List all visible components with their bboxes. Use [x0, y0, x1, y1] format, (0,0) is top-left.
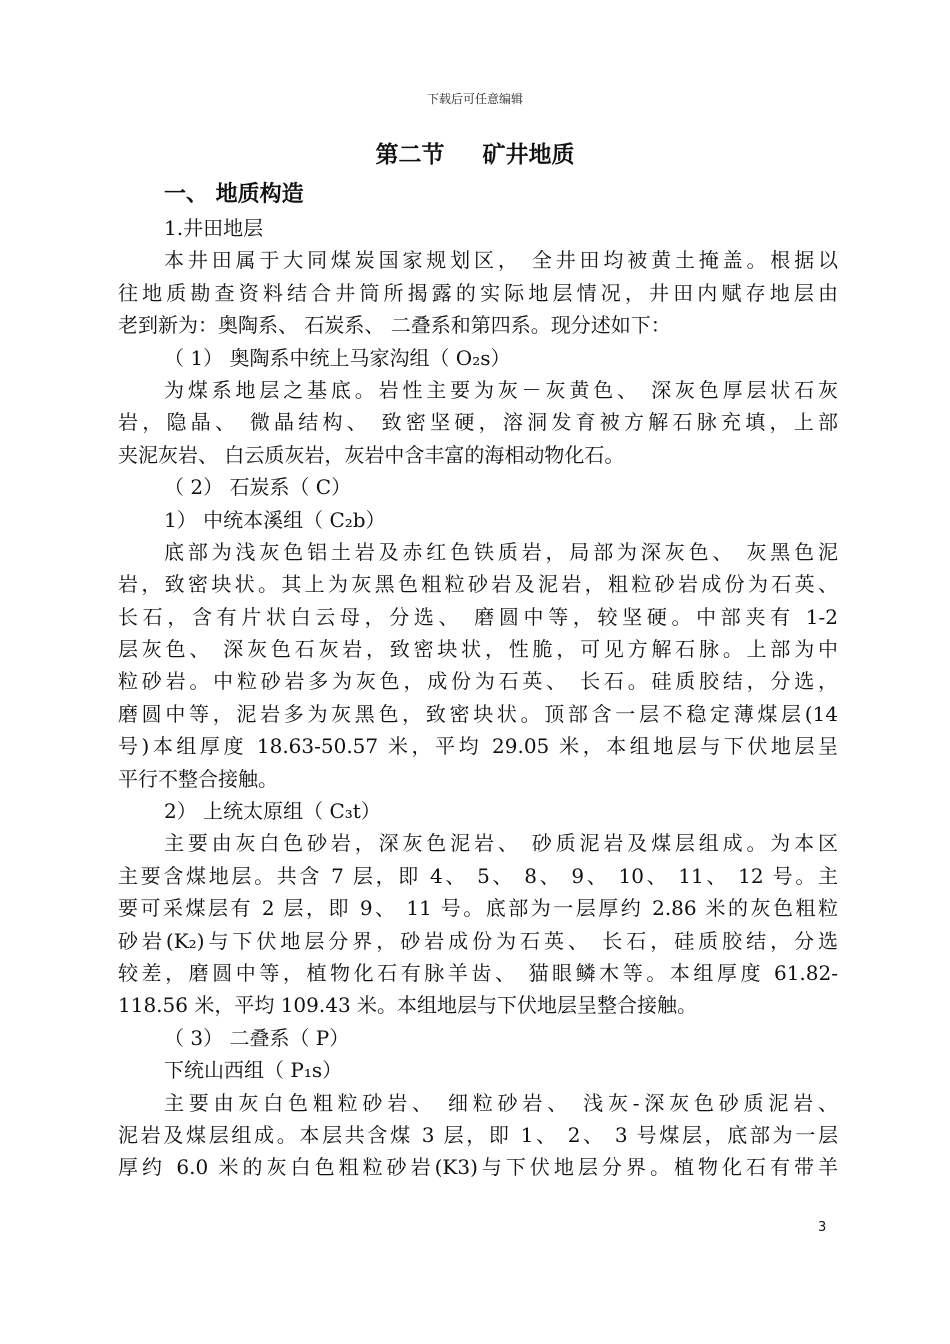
paragraph-line: 往地质勘查资料结合井筒所揭露的实际地层情况，井田内赋存地层由	[118, 280, 838, 305]
heading-geologic-structure: 一、 地质构造	[164, 182, 304, 207]
paragraph-line: 主要由灰白色砂岩，深灰色泥岩、 砂质泥岩及煤层组成。为本区	[164, 831, 838, 856]
paragraph-line: 平行不整合接触。	[118, 766, 278, 791]
subheading-ordovician: （ 1） 奥陶系中统上马家沟组（ O₂s）	[164, 345, 511, 370]
paragraph-line: 夹泥灰岩、 白云质灰岩，灰岩中含丰富的海相动物化石。	[118, 442, 625, 467]
page-number: 3	[818, 1220, 827, 1235]
paragraph-line: 长石，含有片状白云母，分选、 磨圆中等，较坚硬。中部夹有 1-2	[118, 604, 838, 629]
paragraph-line: 泥岩及煤层组成。本层共含煤 3 层，即 1、 2、 3 号煤层，底部为一层	[118, 1122, 838, 1147]
subheading-carboniferous: （ 2） 石炭系（ C）	[164, 475, 352, 500]
subheading-benxi-formation: 1） 中统本溪组（ C₂b）	[164, 507, 386, 532]
paragraph-line: 岩，致密块状。其上为灰黑色粗粒砂岩及泥岩，粗粒砂岩成份为石英、	[118, 572, 838, 597]
subheading-minefield-strata: 1.井田地层	[164, 216, 264, 240]
paragraph-line: 较差，磨圆中等，植物化石有脉羊齿、 猫眼鳞木等。本组厚度 61.82-	[118, 960, 838, 985]
section-title: 第二节 矿井地质	[375, 142, 575, 168]
paragraph-line: 要可采煤层有 2 层，即 9、 11 号。底部为一层厚约 2.86 米的灰色粗粒	[118, 896, 838, 921]
paragraph-line: 岩，隐晶、 微晶结构、 致密坚硬，溶洞发育被方解石脉充填，上部	[118, 410, 838, 435]
subheading-shanxi-formation: 下统山西组（ P₁s）	[164, 1058, 343, 1083]
paragraph-line: 为煤系地层之基底。岩性主要为灰－灰黄色、 深灰色厚层状石灰	[164, 377, 838, 402]
paragraph-line: 主要由灰白色粗粒砂岩、 细粒砂岩、 浅灰-深灰色砂质泥岩、	[164, 1090, 838, 1115]
paragraph-line: 粒砂岩。中粒砂岩多为灰色，成份为石英、 长石。硅质胶结，分选，	[118, 669, 838, 694]
paragraph-line: 老到新为：奥陶系、 石炭系、 二叠系和第四系。现分述如下：	[118, 313, 671, 338]
paragraph-line: 118.56 米，平均 109.43 米。本组地层与下伏地层呈整合接触。	[118, 993, 698, 1018]
subheading-permian: （ 3） 二叠系（ P）	[164, 1025, 350, 1050]
subheading-taiyuan-formation: 2） 上统太原组（ C₃t）	[164, 799, 381, 824]
paragraph-line: 号)本组厚度 18.63-50.57 米，平均 29.05 米，本组地层与下伏地层呈	[118, 734, 838, 759]
paragraph-line: 砂岩(K₂)与下伏地层分界，砂岩成份为石英、 长石，硅质胶结，分选	[118, 928, 838, 953]
document-body	[118, 178, 838, 1184]
paragraph-line: 底部为浅灰色铝土岩及赤红色铁质岩，局部为深灰色、 灰黑色泥	[164, 539, 838, 564]
paragraph-line: 本井田属于大同煤炭国家规划区， 全井田均被黄土掩盖。根据以	[164, 248, 838, 273]
paragraph-line: 磨圆中等，泥岩多为灰黑色，致密块状。顶部含一层不稳定薄煤层(14	[118, 701, 838, 726]
paragraph-line: 主要含煤地层。共含 7 层，即 4、 5、 8、 9、 10、 11、 12 号。主	[118, 863, 838, 888]
header-note: 下载后可任意编辑	[426, 92, 523, 106]
paragraph-line: 厚约 6.0 米的灰白色粗粒砂岩(K3)与下伏地层分界。植物化石有带羊	[118, 1155, 838, 1180]
paragraph-line: 层灰色、 深灰色石灰岩，致密块状，性脆，可见方解石脉。上部为中	[118, 637, 838, 662]
